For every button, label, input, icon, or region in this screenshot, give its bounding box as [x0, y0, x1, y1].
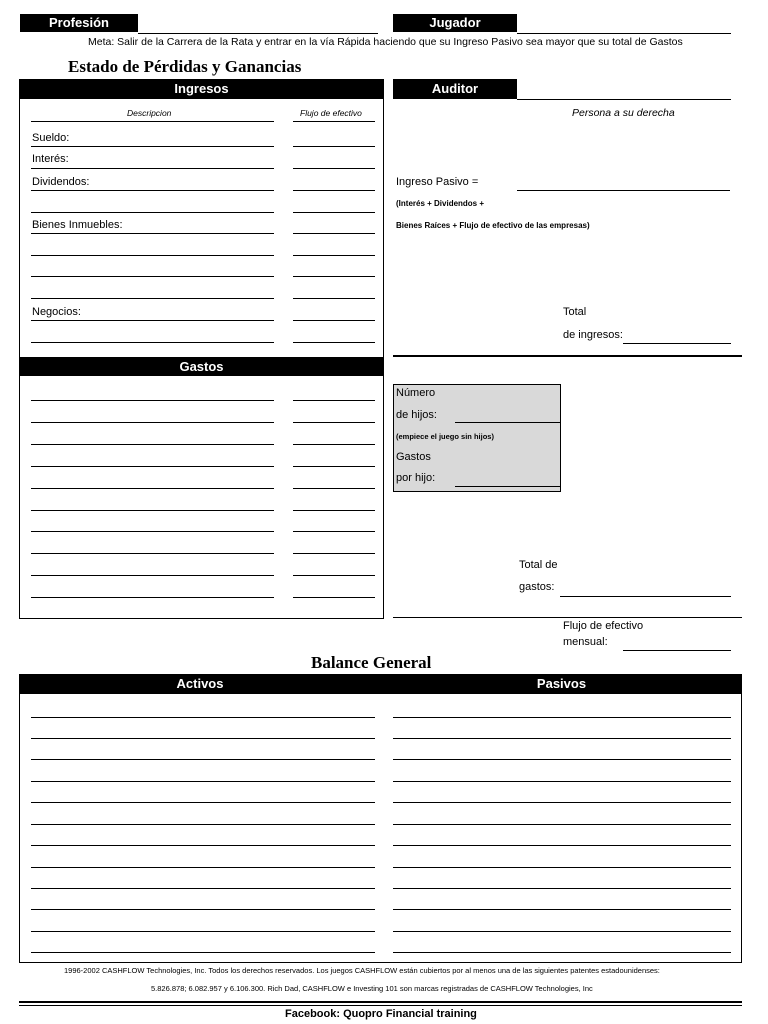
children-por-hijo: por hijo: — [396, 472, 436, 484]
income-cashflow-line[interactable] — [293, 255, 375, 256]
liability-line[interactable] — [393, 888, 731, 889]
income-description-line[interactable] — [31, 342, 274, 343]
liability-line[interactable] — [393, 781, 731, 782]
income-description-line[interactable] — [31, 190, 274, 191]
asset-line[interactable] — [31, 931, 375, 932]
income-description-line[interactable] — [31, 320, 274, 321]
total-income-label-2: de ingresos: — [563, 329, 623, 341]
balance-sheet-title: Balance General — [311, 653, 432, 672]
auditor-field[interactable] — [517, 99, 731, 100]
col-description: Descripcion — [127, 108, 172, 118]
liability-line[interactable] — [393, 952, 731, 953]
expense-description-line[interactable] — [31, 444, 274, 445]
asset-line[interactable] — [31, 802, 375, 803]
asset-line[interactable] — [31, 845, 375, 846]
cashflow-label-2: mensual: — [563, 636, 608, 648]
meta-text: Meta: Salir de la Carrera de la Rata y entrar en la vía Rápida haciendo que su Ingreso Pasivo sea mayor que su total de Gastos — [88, 36, 683, 48]
expense-cashflow-line[interactable] — [293, 466, 375, 467]
income-cashflow-line[interactable] — [293, 298, 375, 299]
ingresos-header: Ingresos — [19, 79, 384, 99]
expense-description-line[interactable] — [31, 510, 274, 511]
income-description-line[interactable] — [31, 298, 274, 299]
income-cashflow-line[interactable] — [293, 168, 375, 169]
asset-line[interactable] — [31, 888, 375, 889]
expense-cashflow-line[interactable] — [293, 422, 375, 423]
activos-header: Activos — [19, 674, 381, 694]
passive-income-label: Ingreso Pasivo = — [396, 176, 479, 188]
income-description-line[interactable] — [31, 233, 274, 234]
expense-cashflow-line[interactable] — [293, 444, 375, 445]
expense-description-line[interactable] — [31, 488, 274, 489]
liability-line[interactable] — [393, 717, 731, 718]
expense-cashflow-line[interactable] — [293, 488, 375, 489]
per-child-expense-field[interactable] — [455, 486, 560, 487]
income-item-negocios: Negocios: — [32, 306, 81, 318]
income-cashflow-line[interactable] — [293, 190, 375, 191]
col-header-underline-left — [31, 121, 274, 122]
asset-line[interactable] — [31, 781, 375, 782]
children-numero: Número — [396, 387, 436, 399]
liability-line[interactable] — [393, 802, 731, 803]
liability-line[interactable] — [393, 845, 731, 846]
expense-cashflow-line[interactable] — [293, 531, 375, 532]
auditor-divider — [393, 355, 742, 357]
ingresos-gastos-box — [19, 79, 384, 619]
number-of-children-field[interactable] — [455, 422, 560, 423]
cashflow-label-1: Flujo de efectivo — [563, 620, 644, 632]
income-description-line[interactable] — [31, 146, 274, 147]
liability-line[interactable] — [393, 824, 731, 825]
expense-description-line[interactable] — [31, 466, 274, 467]
totals-divider — [393, 617, 742, 618]
asset-line[interactable] — [31, 824, 375, 825]
liability-line[interactable] — [393, 909, 731, 910]
passive-note-2: Bienes Raíces + Flujo de efectivo de las empresas) — [396, 221, 590, 230]
copyright-line-2: 5.826.878; 6.082.957 y 6.106.300. Rich Dad, CASHFLOW e Investing 101 son marcas registradas de CASHFLOW Technologies, Inc — [151, 984, 593, 993]
expense-cashflow-line[interactable] — [293, 400, 375, 401]
expense-description-line[interactable] — [31, 400, 274, 401]
auditor-header: Auditor — [393, 79, 517, 99]
asset-line[interactable] — [31, 909, 375, 910]
asset-line[interactable] — [31, 867, 375, 868]
children-de-hijos: de hijos: — [396, 409, 437, 421]
income-item-interes: Interés: — [32, 153, 69, 165]
col-cashflow: Flujo de efectivo — [300, 108, 362, 118]
total-income-field[interactable] — [623, 343, 731, 344]
income-cashflow-line[interactable] — [293, 342, 375, 343]
expense-cashflow-line[interactable] — [293, 553, 375, 554]
gastos-header: Gastos — [19, 357, 384, 376]
income-cashflow-line[interactable] — [293, 212, 375, 213]
jugador-field[interactable] — [517, 33, 731, 34]
footer-divider-1 — [19, 1001, 742, 1003]
expense-description-line[interactable] — [31, 422, 274, 423]
income-item-dividendos: Dividendos: — [32, 176, 90, 188]
expense-description-line[interactable] — [31, 531, 274, 532]
expense-cashflow-line[interactable] — [293, 510, 375, 511]
children-gastos: Gastos — [396, 451, 431, 463]
profesion-field[interactable] — [138, 33, 378, 34]
total-expenses-field[interactable] — [560, 596, 731, 597]
children-note: (empiece el juego sin hijos) — [396, 432, 494, 441]
expense-description-line[interactable] — [31, 553, 274, 554]
total-expenses-label-2: gastos: — [519, 581, 555, 593]
total-expenses-label-1: Total de — [519, 559, 558, 571]
asset-line[interactable] — [31, 759, 375, 760]
copyright-line-1: 1996-2002 CASHFLOW Technologies, Inc. Todos los derechos reservados. Los juegos CASHFLOW están cubiertos por al menos una de las siguientes patentes estadounidenses: — [64, 966, 660, 975]
footer-divider-2 — [19, 1005, 742, 1006]
income-description-line[interactable] — [31, 255, 274, 256]
income-statement-title: Estado de Pérdidas y Ganancias — [68, 57, 302, 76]
income-item-sueldo: Sueldo: — [32, 132, 70, 144]
profesion-label: Profesión — [20, 14, 138, 32]
liability-line[interactable] — [393, 759, 731, 760]
passive-income-field[interactable] — [517, 190, 730, 191]
liability-line[interactable] — [393, 931, 731, 932]
monthly-cashflow-field[interactable] — [623, 650, 731, 651]
liability-line[interactable] — [393, 867, 731, 868]
jugador-label: Jugador — [393, 14, 517, 32]
passive-note-1: (Interés + Dividendos + — [396, 199, 485, 208]
income-item-bienes-inmuebles: Bienes Inmuebles: — [32, 219, 123, 231]
facebook-credit: Facebook: Quopro Financial training — [285, 1008, 477, 1020]
income-cashflow-line[interactable] — [293, 320, 375, 321]
income-cashflow-line[interactable] — [293, 276, 375, 277]
auditor-subtitle: Persona a su derecha — [572, 107, 675, 119]
liability-line[interactable] — [393, 738, 731, 739]
income-description-line[interactable] — [31, 168, 274, 169]
income-description-line[interactable] — [31, 276, 274, 277]
income-cashflow-line[interactable] — [293, 233, 375, 234]
income-cashflow-line[interactable] — [293, 146, 375, 147]
asset-line[interactable] — [31, 738, 375, 739]
asset-line[interactable] — [31, 717, 375, 718]
expense-description-line[interactable] — [31, 575, 274, 576]
asset-line[interactable] — [31, 952, 375, 953]
expense-cashflow-line[interactable] — [293, 575, 375, 576]
expense-description-line[interactable] — [31, 597, 274, 598]
income-description-line[interactable] — [31, 212, 274, 213]
total-income-label-1: Total — [563, 306, 587, 318]
col-header-underline-right — [293, 121, 375, 122]
pasivos-header: Pasivos — [381, 674, 742, 694]
expense-cashflow-line[interactable] — [293, 597, 375, 598]
